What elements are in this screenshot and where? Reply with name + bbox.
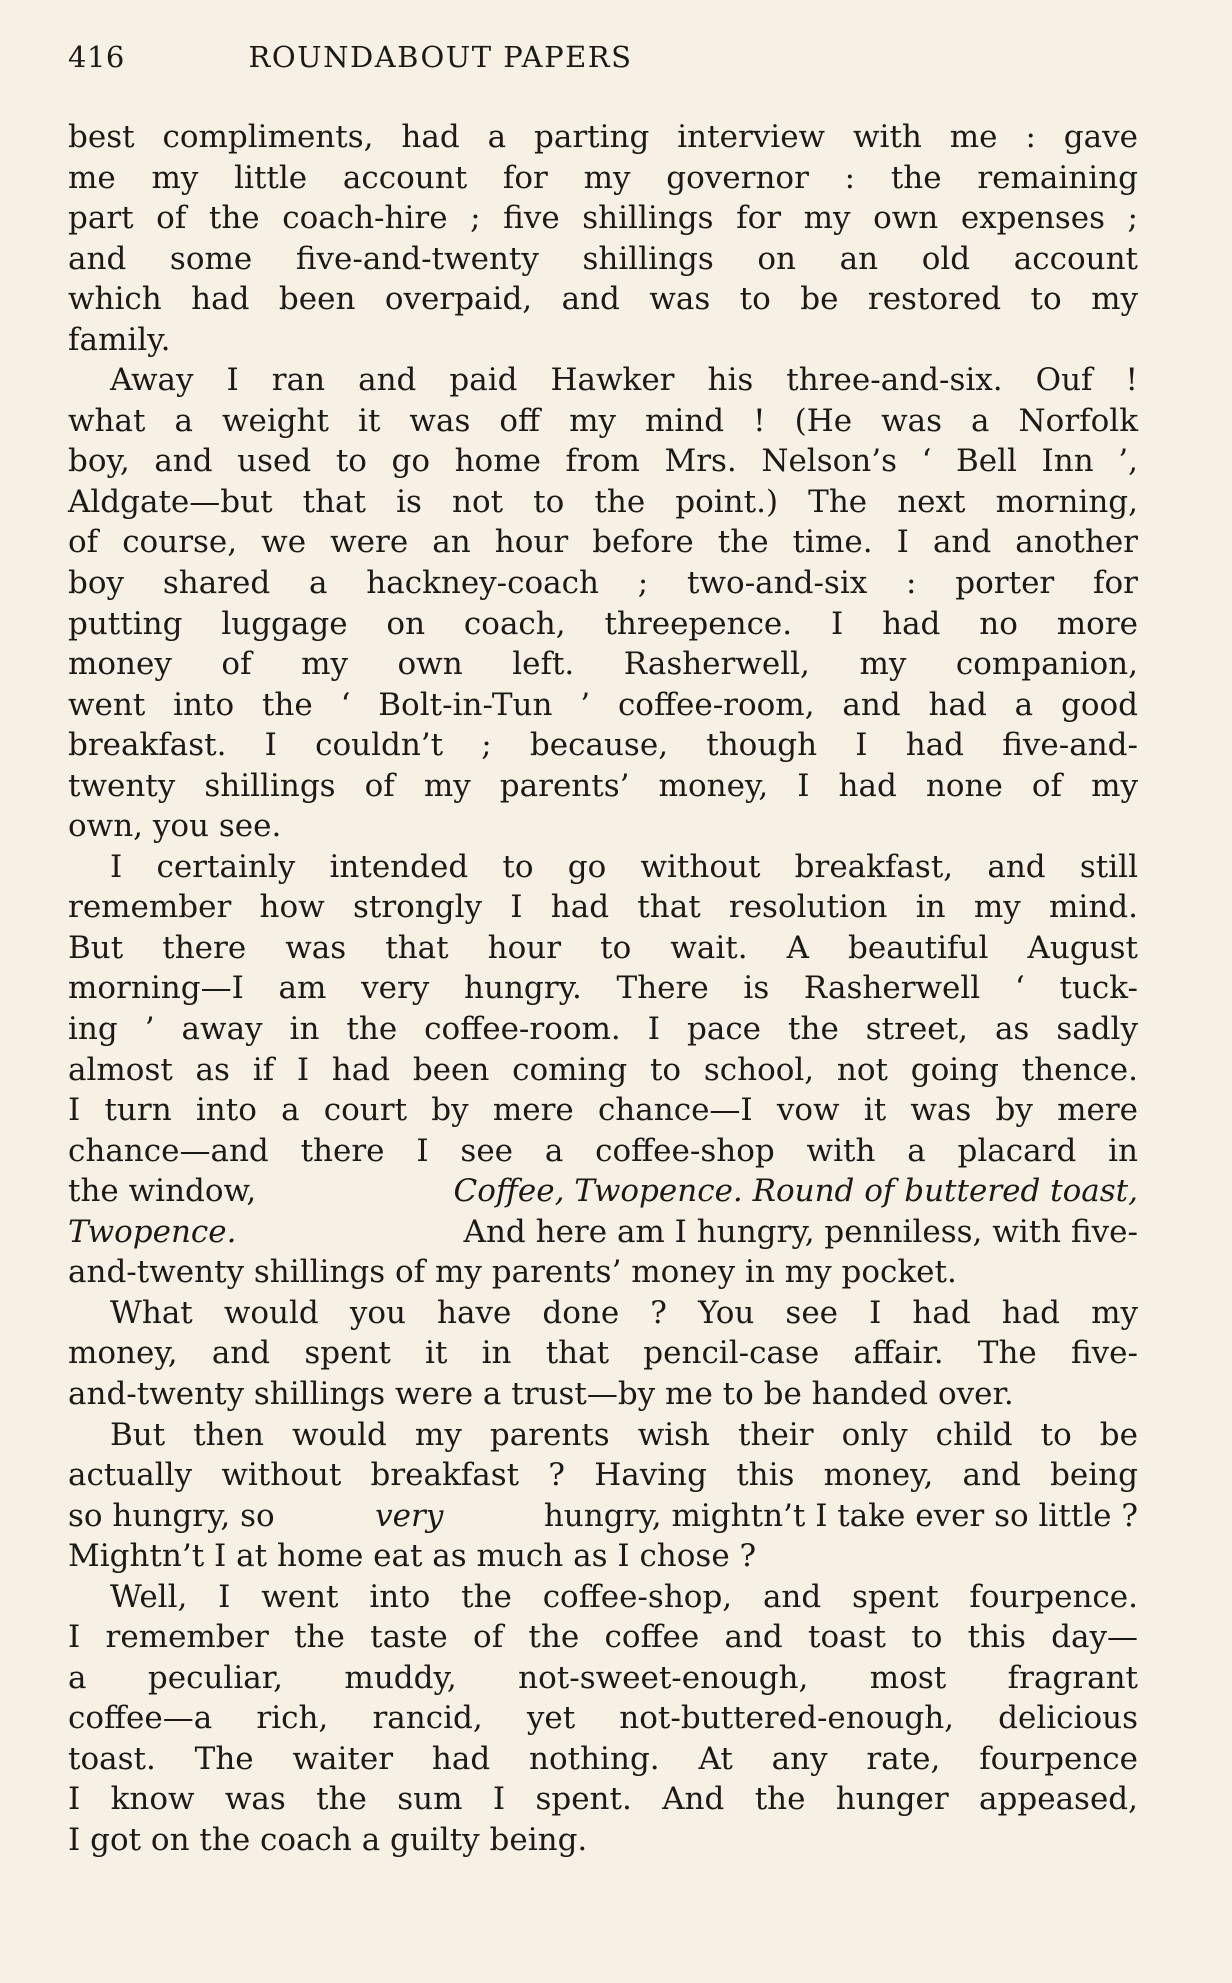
text-line: toast. The waiter had nothing. At any rate, fourpence xyxy=(68,1740,1138,1777)
text-line: of course, we were an hour before the time. I and another xyxy=(68,524,1138,561)
text-line: almost as if I had been coming to school, not going thence. xyxy=(68,1051,1138,1088)
text-line: boy, and used to go home from Mrs. Nelson’s ‘ Bell Inn ’, xyxy=(68,443,1138,480)
text-segment: And here am I hungry, penniless, with five- xyxy=(453,1213,1138,1250)
text-line: ing ’ away in the coffee-room. I pace the street, as sadly xyxy=(68,1011,1138,1048)
text-line: Well, I went into the coffee-shop, and spent fourpence. xyxy=(110,1578,1138,1615)
text-line: putting luggage on coach, threepence. I had no more xyxy=(68,605,1138,642)
text-line: But then would my parents wish their only child to be xyxy=(110,1416,1138,1453)
italic-text: very xyxy=(375,1497,444,1534)
text-line: breakfast. I couldn’t ; because, though I had five-and- xyxy=(68,727,1138,764)
text-line: me my little account for my governor : the remaining xyxy=(68,159,1138,196)
text-line: I remember the taste of the coffee and toast to this day— xyxy=(68,1619,1138,1656)
text-line: money, and spent it in that pencil-case affair. The five- xyxy=(68,1335,1138,1372)
text-line: boy shared a hackney-coach ; two-and-six : porter for xyxy=(68,565,1138,602)
text-line xyxy=(68,1212,1138,1253)
text-line: What would you have done ? You see I had had my xyxy=(110,1294,1138,1331)
text-line xyxy=(68,1171,1138,1212)
text-line: Away I ran and paid Hawker his three-and-six. Ouf ! xyxy=(110,362,1138,399)
page-header xyxy=(68,40,813,84)
text-line: remember how strongly I had that resolution in my mind. xyxy=(68,889,1138,926)
running-title: ROUNDABOUT PAPERS xyxy=(248,40,633,74)
text-line: twenty shillings of my parents’ money, I had none of my xyxy=(68,767,1138,804)
text-line: Mightn’t I at home eat as much as I chose ? xyxy=(68,1538,757,1575)
text-line: But there was that hour to wait. A beautiful August xyxy=(68,929,1138,966)
italic-text: Coffee, Twopence. Round of buttered toast, xyxy=(453,1173,1138,1210)
text-line: and some five-and-twenty shillings on an old account xyxy=(68,240,1138,277)
text-line: and-twenty shillings of my parents’ money in my pocket. xyxy=(68,1254,957,1291)
text-line: family. xyxy=(68,321,171,358)
text-line: a peculiar, muddy, not-sweet-enough, most fragrant xyxy=(68,1659,1138,1696)
text-segment: so hungry, so xyxy=(68,1497,285,1534)
text-line: and-twenty shillings were a trust—by me to be handed over. xyxy=(68,1375,1014,1412)
body-text xyxy=(68,117,1138,1861)
text-line: own, you see. xyxy=(68,808,282,845)
text-line: money of my own left. Rasherwell, my companion, xyxy=(68,646,1138,683)
text-line: chance—and there I see a coffee-shop with a placard in xyxy=(68,1132,1138,1169)
text-line: went into the ‘ Bolt-in-Tun ’ coffee-room, and had a good xyxy=(68,686,1138,723)
text-segment: hungry, mightn’t I take ever so little ? xyxy=(533,1497,1138,1534)
page-number: 416 xyxy=(68,40,125,74)
text-line: I turn into a court by mere chance—I vow it was by mere xyxy=(68,1092,1138,1129)
text-line: part of the coach-hire ; five shillings for my own expenses ; xyxy=(68,200,1138,237)
italic-text: Twopence. xyxy=(68,1213,237,1250)
text-line: coffee—a rich, rancid, yet not-buttered-enough, delicious xyxy=(68,1700,1138,1737)
text-segment: the window, xyxy=(68,1173,267,1210)
text-line xyxy=(68,1496,1138,1537)
text-line: Aldgate—but that is not to the point.) The next morning, xyxy=(68,483,1138,520)
text-line: which had been overpaid, and was to be restored to my xyxy=(68,281,1138,318)
text-line: what a weight it was off my mind ! (He was a Norfolk xyxy=(68,402,1138,439)
text-line: morning—I am very hungry. There is Rasherwell ‘ tuck- xyxy=(68,970,1138,1007)
text-line: I certainly intended to go without breakfast, and still xyxy=(110,848,1138,885)
text-line: I know was the sum I spent. And the hunger appeased, xyxy=(68,1781,1138,1818)
text-line: actually without breakfast ? Having this money, and being xyxy=(68,1457,1138,1494)
text-line: best compliments, had a parting interview with me : gave xyxy=(68,119,1138,155)
text-line: I got on the coach a guilty being. xyxy=(68,1821,588,1858)
